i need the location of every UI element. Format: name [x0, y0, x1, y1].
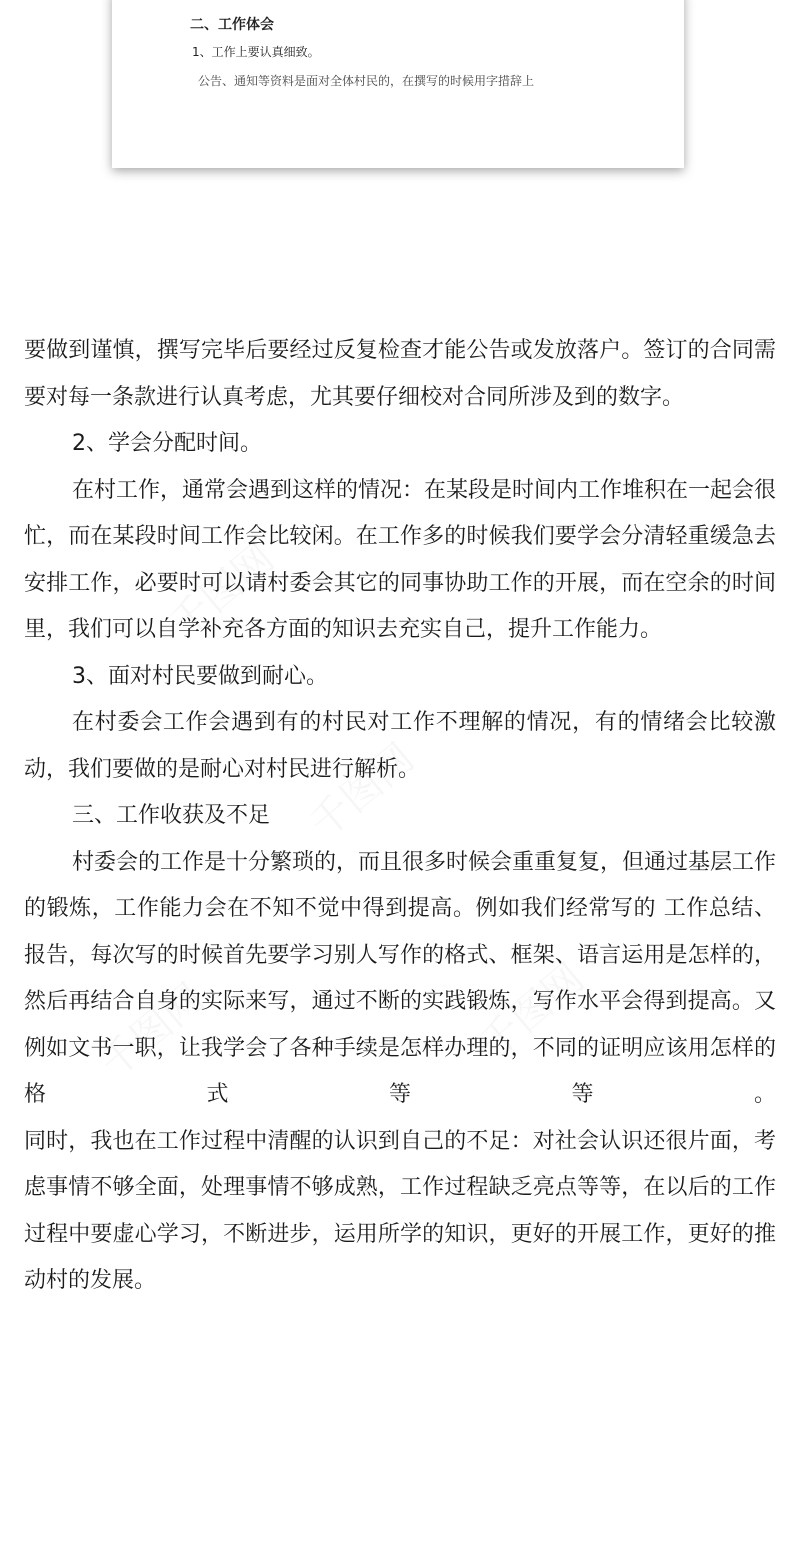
- paragraph-patience: 在村委会工作会遇到有的村民对工作不理解的情况，有的情绪会比较激动，我们要做的是耐心对村民进行解析。: [24, 710, 776, 782]
- subheading-patience: 3、面对村民要做到耐心。: [72, 663, 328, 689]
- card-heading: 二、工作体会: [190, 17, 274, 33]
- paragraph-time: 在村工作，通常会遇到这样的情况：在某段是时间内工作堆积在一起会很忙，而在某段时间工作会比较闲。在工作多的时候我们要学会分清轻重缓急去安排工作，必要时可以请村委会其它的同事协助工作的开展，而在空余的时间里，我们可以自学补充各方面的知识去充实自己，提升工作能力。: [24, 477, 777, 642]
- subheading-time: 2、学会分配时间。: [72, 431, 262, 456]
- page-thumbnail-card: [112, 0, 684, 168]
- paragraph-shortcomings: 同时，我也在工作过程中清醒的认识到自己的不足：对社会认识还很片面，考虑事情不够全面，处理事情不够成熟，工作过程缺乏亮点等等，在以后的工作过程中要虚心学习，不断进步，运用所学的知识，更好的开展工作，更好的推动村的发展。: [24, 1128, 776, 1293]
- card-text-line: 公告、通知等资料是面对全体村民的，在撰写的时候用字措辞上: [198, 74, 535, 88]
- paragraph-gains: 村委会的工作是十分繁琐的，而且很多时候会重重复复，但通过基层工作的锻炼，工作能力会在不知不觉中得到提高。例如我们经常写的 工作总结、报告，每次写的时候首先要学习别人写作的格式、框架、语言运用是怎样的，然后再结合自身的实际来写，通过不断的实践锻炼，写作水平会得到提高。又例如文书一职，让我学会了各种手续是怎样办理的，不同的证明应该用怎样的格式等等。: [24, 849, 777, 1107]
- paragraph-continuation: 要做到谨慎，撰写完毕后要经过反复检查才能公告或发放落户。签订的合同需要对每一条款进行认真考虑，尤其要仔细校对合同所涉及到的数字。: [24, 338, 776, 410]
- card-subheading: 1、工作上要认真细致。: [192, 45, 320, 59]
- document-body: [24, 328, 776, 1305]
- section-title-gains: 三、工作收获及不足: [72, 803, 271, 828]
